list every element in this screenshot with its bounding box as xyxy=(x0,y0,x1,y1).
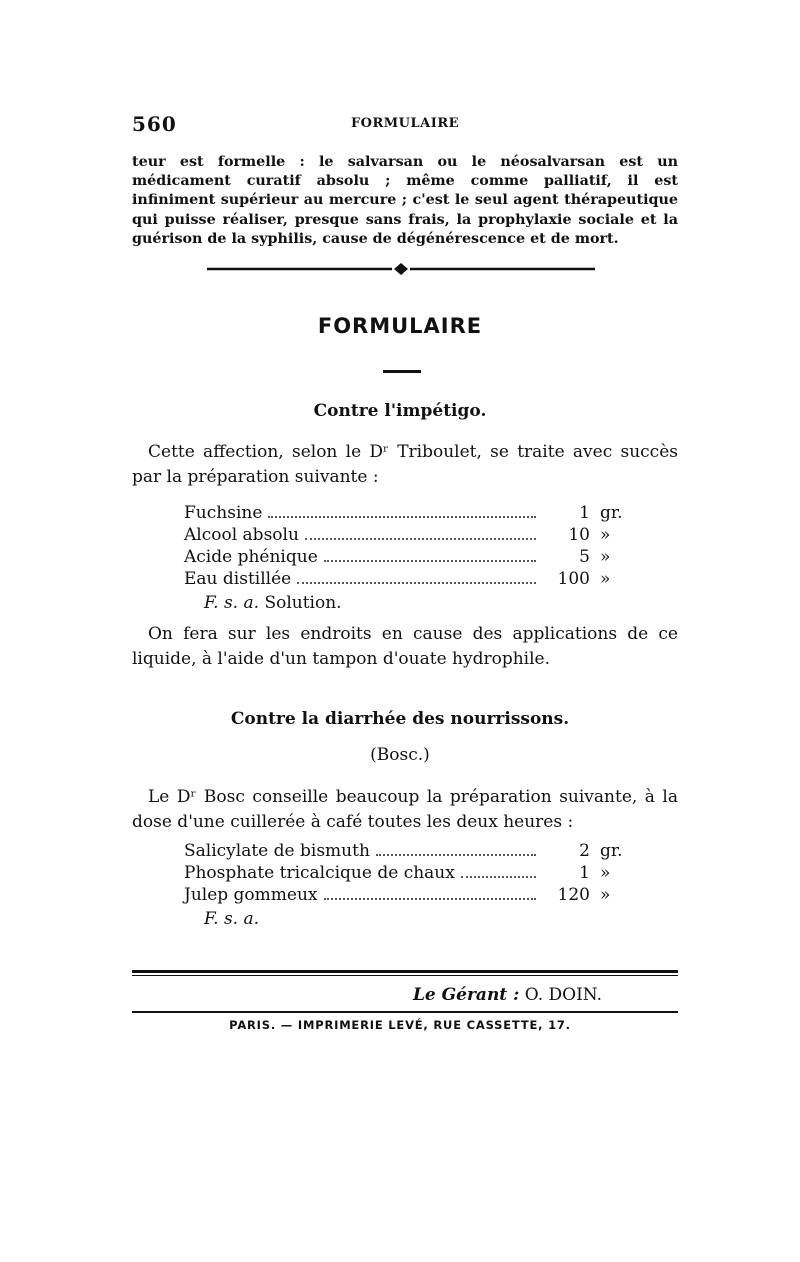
diarrhee-recipe xyxy=(184,841,634,929)
section-rule xyxy=(383,370,421,373)
running-head: FORMULAIRE xyxy=(350,116,460,131)
gerant-line xyxy=(132,985,602,1005)
ingredient-unit: » xyxy=(600,885,611,905)
recipe-note-abbr: F. s. a. xyxy=(204,593,260,613)
recipe-note-text: Solution. xyxy=(264,593,342,613)
impetigo-usage xyxy=(132,622,678,672)
section-title: FORMULAIRE xyxy=(317,314,483,338)
ingredient-qty: 100 xyxy=(557,569,590,589)
page-number: 560 xyxy=(132,112,177,136)
impetigo-title: Contre l'impétigo. xyxy=(313,401,487,421)
dot-leader xyxy=(376,854,536,856)
intro-text: teur est formelle : le salvarsan ou le néosalvarsan est un médicament curatif absolu ; même comme palliatif, il est infiniment supérieur au mercure ; c'est le seul agent thérapeutique qui puisse réaliser, presque sans frais, la prophylaxie sociale et la guérison de la syphilis, cause de dégénérescence et de mort. xyxy=(132,154,678,247)
ingredient-name: Phosphate tricalcique de chaux xyxy=(184,863,455,883)
dot-leader xyxy=(324,560,536,562)
impetigo-intro-text: Cette affection, selon le Dʳ Triboulet, se traite avec succès par la préparation suivante : xyxy=(132,442,678,487)
dot-leader xyxy=(268,516,536,518)
recipe-row xyxy=(184,885,634,907)
diarrhee-author: (Bosc.) xyxy=(370,745,430,765)
ingredient-qty: 120 xyxy=(557,885,590,905)
ingredient-qty: 5 xyxy=(579,547,590,567)
footer-rule-thin xyxy=(132,975,678,976)
ingredient-unit: gr. xyxy=(600,841,623,861)
ingredient-unit: gr. xyxy=(600,503,623,523)
ingredient-name: Julep gommeux xyxy=(184,885,318,905)
footer-rule-lower xyxy=(132,1011,678,1013)
ingredient-unit: » xyxy=(600,525,611,545)
dot-leader xyxy=(305,538,536,540)
diarrhee-intro-text: Le Dʳ Bosc conseille beaucoup la préparation suivante, à la dose d'une cuillerée à café toutes les deux heures : xyxy=(132,787,678,832)
recipe-note xyxy=(184,593,634,613)
ingredient-name: Alcool absolu xyxy=(184,525,299,545)
printer-imprint: PARIS. — IMPRIMERIE LEVÉ, RUE CASSETTE, 17. xyxy=(229,1018,571,1032)
ingredient-qty: 10 xyxy=(568,525,590,545)
page-header xyxy=(132,112,678,140)
ingredient-name: Fuchsine xyxy=(184,503,263,523)
ingredient-name: Eau distillée xyxy=(184,569,292,589)
impetigo-usage-text: On fera sur les endroits en cause des applications de ce liquide, à l'aide d'un tampon d'ouate hydrophile. xyxy=(132,624,678,669)
recipe-row xyxy=(184,863,634,885)
ingredient-unit: » xyxy=(600,569,611,589)
dot-leader xyxy=(324,898,536,900)
gerant-name: O. DOIN. xyxy=(524,985,602,1005)
recipe-row xyxy=(184,841,634,863)
recipe-note xyxy=(184,909,634,929)
ingredient-unit: » xyxy=(600,547,611,567)
dot-leader xyxy=(297,582,536,584)
ornament-divider xyxy=(207,262,595,276)
recipe-row xyxy=(184,525,634,547)
recipe-row xyxy=(184,547,634,569)
diarrhee-title: Contre la diarrhée des nourrissons. xyxy=(230,709,570,729)
intro-paragraph xyxy=(132,153,678,249)
gerant-label: Le Gérant : xyxy=(412,985,520,1005)
impetigo-intro xyxy=(132,440,678,490)
dot-leader xyxy=(461,876,536,878)
recipe-note-abbr: F. s. a. xyxy=(204,909,260,929)
footer-rule xyxy=(132,970,678,973)
diarrhee-intro xyxy=(132,785,678,835)
recipe-row xyxy=(184,503,634,525)
ingredient-name: Acide phénique xyxy=(184,547,318,567)
ingredient-unit: » xyxy=(600,863,611,883)
ingredient-qty: 1 xyxy=(579,863,590,883)
impetigo-recipe xyxy=(184,503,634,613)
recipe-row xyxy=(184,569,634,591)
ingredient-qty: 1 xyxy=(579,503,590,523)
ingredient-name: Salicylate de bismuth xyxy=(184,841,370,861)
ingredient-qty: 2 xyxy=(579,841,590,861)
